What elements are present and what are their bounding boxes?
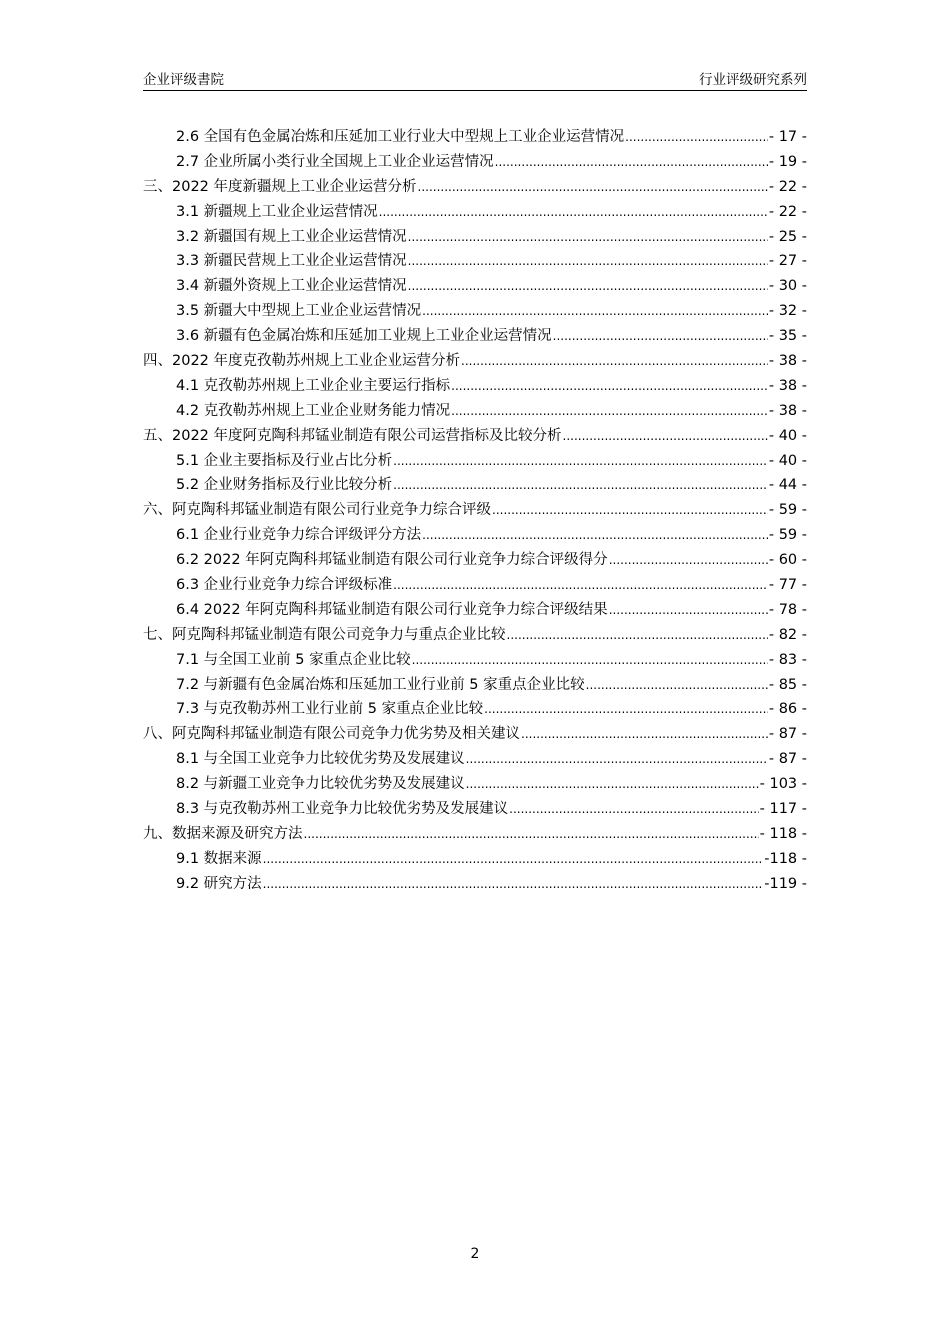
toc-dot-leader — [393, 473, 768, 498]
toc-entry-title: 9.1 数据来源 — [176, 850, 262, 867]
header-publisher: 企业评级書院 — [143, 72, 224, 88]
toc-dot-leader — [393, 449, 768, 474]
toc-section-entry[interactable] — [143, 299, 807, 324]
toc-dot-leader — [408, 249, 768, 274]
toc-entry-page: - 118 - — [759, 825, 807, 842]
toc-section-entry[interactable] — [143, 449, 807, 474]
toc-section-entry[interactable] — [143, 573, 807, 598]
toc-entry-page: - 85 - — [768, 676, 807, 693]
toc-section-entry[interactable] — [143, 673, 807, 698]
toc-section-entry[interactable] — [143, 150, 807, 175]
toc-entry-page: - 22 - — [768, 178, 807, 195]
toc-dot-leader — [263, 847, 764, 872]
toc-entry-title: 6.4 2022 年阿克陶科邦锰业制造有限公司行业竞争力综合评级结果 — [176, 601, 608, 618]
toc-section-entry[interactable] — [143, 374, 807, 399]
toc-chapter-entry[interactable] — [143, 349, 807, 374]
toc-dot-leader — [304, 822, 759, 847]
toc-dot-leader — [418, 175, 768, 200]
toc-entry-title: 3.4 新疆外资规上工业企业运营情况 — [176, 278, 407, 295]
toc-dot-leader — [507, 623, 768, 648]
toc-section-entry[interactable] — [143, 225, 807, 250]
toc-dot-leader — [422, 523, 768, 548]
toc-entry-title: 六、阿克陶科邦锰业制造有限公司行业竞争力综合评级 — [143, 502, 491, 519]
toc-section-entry[interactable] — [143, 249, 807, 274]
toc-entry-title: 5.2 企业财务指标及行业比较分析 — [176, 477, 393, 494]
toc-entry-title: 7.3 与克孜勒苏州工业行业前 5 家重点企业比较 — [176, 701, 484, 718]
toc-entry-title: 8.3 与克孜勒苏州工业竞争力比较优劣势及发展建议 — [176, 801, 509, 818]
toc-entry-page: - 30 - — [768, 278, 807, 295]
toc-chapter-entry[interactable] — [143, 498, 807, 523]
toc-entry-title: 九、数据来源及研究方法 — [143, 825, 303, 842]
toc-entry-page: - 103 - — [759, 776, 807, 793]
toc-dot-leader — [379, 200, 768, 225]
page-header — [143, 68, 807, 91]
toc-entry-page: - 117 - — [759, 801, 807, 818]
toc-entry-title: 5.1 企业主要指标及行业占比分析 — [176, 452, 393, 469]
toc-section-entry[interactable] — [143, 797, 807, 822]
toc-dot-leader — [408, 225, 768, 250]
toc-entry-page: - 44 - — [768, 477, 807, 494]
toc-entry-page: -119 - — [764, 875, 807, 892]
toc-chapter-entry[interactable] — [143, 175, 807, 200]
toc-entry-page: -118 - — [764, 850, 807, 867]
toc-dot-leader — [466, 747, 768, 772]
toc-entry-page: - 38 - — [768, 402, 807, 419]
toc-section-entry[interactable] — [143, 548, 807, 573]
toc-entry-title: 9.2 研究方法 — [176, 875, 262, 892]
toc-section-entry[interactable] — [143, 200, 807, 225]
toc-dot-leader — [484, 697, 768, 722]
toc-entry-title: 4.1 克孜勒苏州规上工业企业主要运行指标 — [176, 377, 451, 394]
toc-chapter-entry[interactable] — [143, 424, 807, 449]
toc-entry-title: 6.3 企业行业竞争力综合评级标准 — [176, 577, 393, 594]
toc-entry-page: - 32 - — [768, 303, 807, 320]
toc-dot-leader — [563, 424, 768, 449]
toc-entry-page: - 87 - — [768, 726, 807, 743]
toc-dot-leader — [609, 598, 768, 623]
toc-entry-page: - 38 - — [768, 377, 807, 394]
toc-section-entry[interactable] — [143, 772, 807, 797]
toc-entry-title: 2.7 企业所属小类行业全国规上工业企业运营情况 — [176, 153, 494, 170]
toc-dot-leader — [412, 648, 768, 673]
toc-section-entry[interactable] — [143, 598, 807, 623]
table-of-contents — [143, 125, 807, 897]
toc-entry-page: - 40 - — [768, 427, 807, 444]
toc-section-entry[interactable] — [143, 324, 807, 349]
toc-entry-page: - 86 - — [768, 701, 807, 718]
toc-entry-page: - 59 - — [768, 502, 807, 519]
toc-entry-title: 8.2 与新疆工业竞争力比较优劣势及发展建议 — [176, 776, 465, 793]
toc-entry-page: - 40 - — [768, 452, 807, 469]
toc-entry-title: 2.6 全国有色金属冶炼和压延加工业行业大中型规上工业企业运营情况 — [176, 129, 625, 145]
toc-entry-page: - 82 - — [768, 626, 807, 643]
toc-dot-leader — [625, 125, 768, 150]
toc-entry-page: - 78 - — [768, 601, 807, 618]
toc-section-entry[interactable] — [143, 274, 807, 299]
toc-entry-page: - 17 - — [768, 129, 807, 145]
toc-dot-leader — [393, 573, 768, 598]
toc-entry-page: - 83 - — [768, 651, 807, 668]
toc-entry-page: - 19 - — [768, 153, 807, 170]
toc-section-entry[interactable] — [143, 473, 807, 498]
toc-entry-title: 7.1 与全国工业前 5 家重点企业比较 — [176, 651, 411, 668]
toc-entry-page: - 27 - — [768, 253, 807, 270]
toc-dot-leader — [521, 722, 768, 747]
toc-entry-title: 6.2 2022 年阿克陶科邦锰业制造有限公司行业竞争力综合评级得分 — [176, 552, 608, 569]
toc-section-entry[interactable] — [143, 747, 807, 772]
toc-entry-title: 五、2022 年度阿克陶科邦锰业制造有限公司运营指标及比较分析 — [143, 427, 562, 444]
toc-dot-leader — [408, 274, 768, 299]
toc-entry-page: - 25 - — [768, 228, 807, 245]
toc-dot-leader — [263, 872, 764, 897]
toc-entry-page: - 77 - — [768, 577, 807, 594]
toc-entry-page: - 59 - — [768, 527, 807, 544]
toc-section-entry[interactable] — [143, 648, 807, 673]
toc-section-entry[interactable] — [143, 847, 807, 872]
header-series: 行业评级研究系列 — [699, 72, 807, 88]
toc-dot-leader — [609, 548, 768, 573]
toc-entry-title: 三、2022 年度新疆规上工业企业运营分析 — [143, 178, 417, 195]
toc-entry-title: 7.2 与新疆有色金属冶炼和压延加工业行业前 5 家重点企业比较 — [176, 676, 585, 693]
toc-entry-title: 3.2 新疆国有规上工业企业运营情况 — [176, 228, 407, 245]
toc-dot-leader — [451, 399, 768, 424]
toc-dot-leader — [466, 772, 759, 797]
toc-entry-title: 8.1 与全国工业竞争力比较优劣势及发展建议 — [176, 751, 465, 768]
toc-dot-leader — [422, 299, 768, 324]
toc-entry-title: 七、阿克陶科邦锰业制造有限公司竞争力与重点企业比较 — [143, 626, 506, 643]
toc-dot-leader — [451, 374, 768, 399]
toc-entry-title: 3.3 新疆民营规上工业企业运营情况 — [176, 253, 407, 270]
toc-entry-title: 八、阿克陶科邦锰业制造有限公司竞争力优劣势及相关建议 — [143, 726, 520, 743]
toc-section-entry[interactable] — [143, 523, 807, 548]
toc-entry-page: - 35 - — [768, 328, 807, 345]
toc-chapter-entry[interactable] — [143, 822, 807, 847]
toc-entry-page: - 38 - — [768, 353, 807, 370]
toc-dot-leader — [509, 797, 758, 822]
toc-entry-title: 4.2 克孜勒苏州规上工业企业财务能力情况 — [176, 402, 451, 419]
toc-entry-page: - 87 - — [768, 751, 807, 768]
toc-entry-page: - 60 - — [768, 552, 807, 569]
toc-dot-leader — [492, 498, 768, 523]
toc-section-entry[interactable] — [143, 125, 807, 150]
toc-entry-title: 四、2022 年度克孜勒苏州规上工业企业运营分析 — [143, 353, 461, 370]
toc-section-entry[interactable] — [143, 872, 807, 897]
toc-entry-page: - 22 - — [768, 203, 807, 220]
toc-section-entry[interactable] — [143, 399, 807, 424]
toc-dot-leader — [586, 673, 768, 698]
page-number: 2 — [470, 1246, 480, 1262]
toc-entry-title: 3.1 新疆规上工业企业运营情况 — [176, 203, 378, 220]
toc-dot-leader — [495, 150, 768, 175]
toc-section-entry[interactable] — [143, 697, 807, 722]
toc-entry-title: 3.6 新疆有色金属冶炼和压延加工业规上工业企业运营情况 — [176, 328, 552, 345]
toc-dot-leader — [553, 324, 768, 349]
toc-entry-title: 6.1 企业行业竞争力综合评级评分方法 — [176, 527, 422, 544]
toc-chapter-entry[interactable] — [143, 722, 807, 747]
toc-chapter-entry[interactable] — [143, 623, 807, 648]
toc-entry-title: 3.5 新疆大中型规上工业企业运营情况 — [176, 303, 422, 320]
toc-dot-leader — [461, 349, 768, 374]
